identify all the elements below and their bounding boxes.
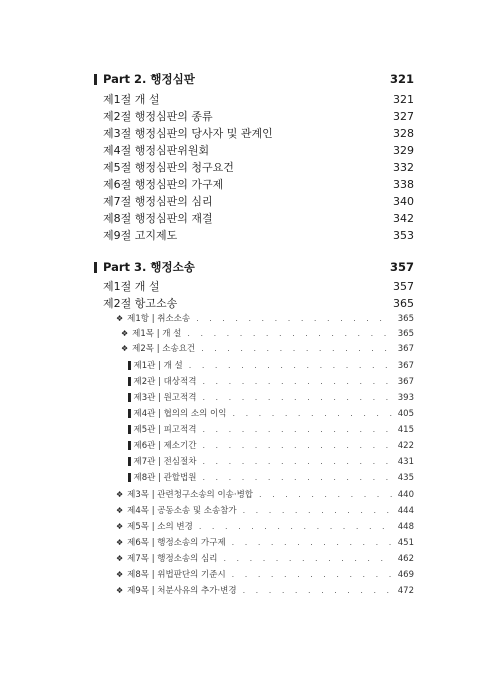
subsection-row [128,359,414,371]
chapter-page: 328 [393,127,414,140]
chapter-page: 342 [393,212,414,225]
section-row [116,504,414,516]
part-3-title: Part 3. 행정소송 [103,260,195,274]
section-title: 제7목 | 행정소송의 심리 [127,554,218,564]
leader-dots [189,361,392,370]
subsection-page: 422 [397,441,414,451]
leader-dots [243,506,392,515]
section-title: 제5목 | 소의 변경 [127,522,193,532]
chapter-page: 353 [393,229,414,242]
part-marker-bar [94,262,97,273]
subsection-title: 제6관 | 제소기간 [133,441,197,451]
leader-dots [202,377,391,386]
subsection-page: 393 [397,393,414,403]
part-2-heading [94,71,414,87]
subsection-title: 제3관 | 원고적격 [133,393,197,403]
part-2-title: Part 2. 행정심판 [103,72,195,86]
leader-dots [223,554,391,563]
section-row [116,520,414,532]
chapter-row [103,295,414,311]
chapter-page: 365 [393,297,414,310]
leader-dots [202,393,391,402]
chapter-row [103,142,414,158]
subsection-page: 431 [397,457,414,467]
square-marker-icon [128,441,131,450]
section-page: 451 [397,538,414,548]
leader-dots [202,425,391,434]
section-page: 462 [397,554,414,564]
subsection-row [128,423,414,435]
chapter-row [103,176,414,192]
leader-dots [232,538,392,547]
chapter-title: 제2절 행정심판의 종류 [103,110,213,123]
chapter-row [103,193,414,209]
chapter-page: 321 [393,93,414,106]
section-page: 472 [397,586,414,596]
section-title: 제1항 | 취소소송 [127,314,191,324]
chapter-title: 제2절 항고소송 [103,297,178,310]
subsection-page: 435 [397,473,414,483]
chapter-title: 제8절 행정심판의 재결 [103,212,213,225]
chapter-title: 제1절 개 설 [103,93,160,106]
diamond-bullet-icon: ❖ [121,329,129,338]
part-2-page: 321 [389,72,414,86]
leader-dots [202,457,391,466]
section-row [116,568,414,580]
chapter-title: 제3절 행정심판의 당사자 및 관계인 [103,127,273,140]
section-title: 제6목 | 행정소송의 가구제 [127,538,226,548]
leader-dots [232,409,391,418]
chapter-title: 제1절 개 설 [103,280,160,293]
section-title: 제3목 | 관련청구소송의 이송·병합 [127,490,253,500]
diamond-bullet-icon: ❖ [116,506,124,515]
leader-dots [259,490,392,499]
section-row [121,327,414,339]
square-marker-icon [128,393,131,402]
square-marker-icon [128,473,131,482]
leader-dots [187,329,391,338]
square-marker-icon [128,361,131,370]
subsection-page: 405 [397,409,414,419]
subsection-row [128,375,414,387]
chapter-page: 327 [393,110,414,123]
chapter-page: 340 [393,195,414,208]
subsection-row [128,471,414,483]
diamond-bullet-icon: ❖ [116,490,124,499]
leader-dots [243,586,392,595]
diamond-bullet-icon: ❖ [116,314,124,323]
subsection-row [128,391,414,403]
section-row [116,488,414,500]
subsection-page: 415 [397,425,414,435]
diamond-bullet-icon: ❖ [116,570,124,579]
chapter-row [103,125,414,141]
chapter-title: 제5절 행정심판의 청구요건 [103,161,234,174]
section-row [116,312,414,324]
leader-dots [202,441,391,450]
diamond-bullet-icon: ❖ [116,522,124,531]
section-title: 제8목 | 위법판단의 기준시 [127,570,226,580]
section-title: 제9목 | 처분사유의 추가·변경 [127,586,237,596]
section-row [116,584,414,596]
section-row [116,552,414,564]
square-marker-icon [128,457,131,466]
chapter-row [103,91,414,107]
chapter-row [103,108,414,124]
chapter-title: 제9절 고지제도 [103,229,178,242]
section-page: 367 [397,344,414,354]
subsection-title: 제8관 | 관할법원 [133,473,197,483]
chapter-page: 329 [393,144,414,157]
section-page: 469 [397,570,414,580]
subsection-title: 제5관 | 피고적격 [133,425,197,435]
part-3-page: 357 [389,260,414,274]
square-marker-icon [128,409,131,418]
section-row [116,536,414,548]
section-page: 444 [397,506,414,516]
subsection-page: 367 [397,361,414,371]
chapter-page: 332 [393,161,414,174]
square-marker-icon [128,425,131,434]
subsection-row [128,439,414,451]
square-marker-icon [128,377,131,386]
leader-dots [232,570,392,579]
leader-dots [202,473,391,482]
subsection-page: 367 [397,377,414,387]
subsection-title: 제1관 | 개 설 [133,361,183,371]
chapter-page: 338 [393,178,414,191]
part-marker-bar [94,74,97,85]
leader-dots [201,344,392,353]
chapter-row [103,210,414,226]
subsection-title: 제2관 | 대상적격 [133,377,197,387]
diamond-bullet-icon: ❖ [116,586,124,595]
subsection-row [128,407,414,419]
chapter-page: 357 [393,280,414,293]
section-page: 365 [397,314,414,324]
chapter-row [103,227,414,243]
section-title: 제2목 | 소송요건 [132,344,196,354]
section-row [121,342,414,354]
section-title: 제4목 | 공동소송 및 소송참가 [127,506,237,516]
section-page: 365 [397,329,414,339]
subsection-title: 제4관 | 협의의 소의 이익 [133,409,227,419]
diamond-bullet-icon: ❖ [116,538,124,547]
diamond-bullet-icon: ❖ [121,344,129,353]
chapter-row [103,159,414,175]
part-3-heading [94,259,414,275]
chapter-title: 제4절 행정심판위원회 [103,144,210,157]
subsection-row [128,455,414,467]
section-title: 제1목 | 개 설 [132,329,182,339]
leader-dots [199,522,392,531]
chapter-title: 제7절 행정심판의 심리 [103,195,213,208]
leader-dots [196,314,392,323]
subsection-title: 제7관 | 전심절차 [133,457,197,467]
section-page: 440 [397,490,414,500]
diamond-bullet-icon: ❖ [116,554,124,563]
section-page: 448 [397,522,414,532]
chapter-title: 제6절 행정심판의 가구제 [103,178,224,191]
chapter-row [103,278,414,294]
